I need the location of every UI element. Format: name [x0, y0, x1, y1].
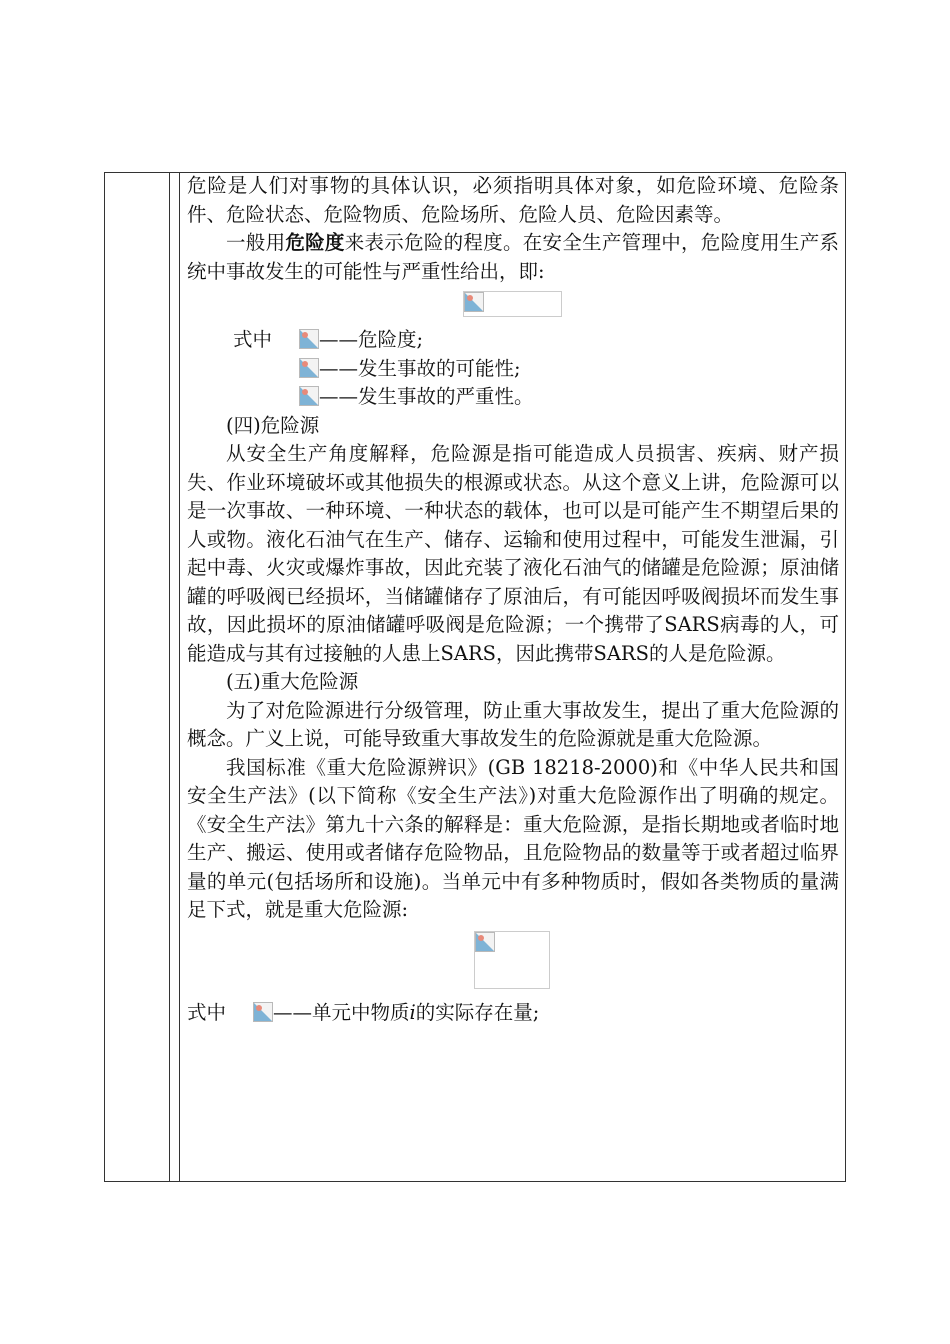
paragraph-major-hazard-concept: 为了对危险源进行分级管理，防止重大事故发生，提出了重大危险源的概念。广义上说，可能导致重大事故发生的危险源就是重大危险源。 — [187, 698, 839, 750]
equation-row — [187, 925, 839, 999]
broken-image-icon — [475, 932, 495, 952]
section-heading-5: (五)重大危险源 — [226, 670, 359, 693]
broken-image-icon — [299, 329, 319, 349]
broken-image-icon — [464, 292, 484, 312]
text-fragment: 来表示危险的程度。在安全生产管理中，危险度用生产系统中事故发生的可能性与严重性给出，即: — [187, 231, 839, 283]
table-content-cell — [187, 172, 839, 1027]
paragraph-danger-degree — [187, 229, 839, 286]
paragraph-major-hazard-standard: 我国标准《重大危险源辨识》(GB 18218-2000)和《中华人民共和国安全生产法》(以下简称《安全生产法》)对重大危险源作出了明确的规定。《安全生产法》第九十六条的解释是：重大危险源，是指长期地或者临时地生产、搬运、使用或者储存危险物品，且危险物品的数量等于或者超过临界量的单元(包括场所和设施)。当单元中有多种物质时，假如各类物质的量满足下式，就是重大危险源: — [187, 755, 839, 921]
variable-symbol: i — [409, 1000, 416, 1024]
equation-row — [187, 286, 839, 326]
definition-line — [187, 999, 839, 1028]
broken-image-icon — [299, 358, 319, 378]
definition-label: 式中 — [187, 1000, 227, 1024]
equation-image — [474, 931, 550, 989]
definition-line — [187, 326, 839, 355]
paragraph-hazard-source: 从安全生产角度解释，危险源是指可能造成人员损害、疾病、财产损失、作业环境破坏或其他损失的根源或状态。从这个意义上讲，危险源可以是一次事故、一种环境、一种状态的载体，也可以是可能产生不期望后果的人或物。液化石油气在生产、储存、运输和使用过程中，可能发生泄漏，引起中毒、火灾或爆炸事故，因此充装了液化石油气的储罐是危险源；原油储罐的呼吸阀已经损坏，当储罐储存了原油后，有可能因呼吸阀损坏而发生事故，因此损坏的原油储罐呼吸阀是危险源；一个携带了SARS病毒的人，可能造成与其有过接触的人患上SARS，因此携带SARS的人是危险源。 — [187, 442, 839, 665]
broken-image-icon — [299, 386, 319, 406]
paragraph-danger-definition: 危险是人们对事物的具体认识，必须指明具体对象，如危险环境、危险条件、危险状态、危险物质、危险场所、危险人员、危险因素等。 — [187, 174, 839, 226]
definition-label: 式中 — [233, 328, 273, 351]
definition-text: ——发生事故的可能性; — [319, 356, 521, 380]
broken-image-icon — [253, 1002, 273, 1022]
definition-text: 的实际存在量; — [415, 1000, 540, 1024]
column-divider — [169, 173, 170, 1181]
definition-line — [187, 355, 839, 384]
column-divider — [179, 173, 180, 1181]
definition-text: ——危险度; — [319, 328, 424, 351]
bold-term: 危险度 — [285, 231, 345, 254]
equation-image — [463, 291, 562, 317]
definition-text: ——发生事故的严重性。 — [319, 385, 534, 408]
text-fragment: 一般用 — [226, 231, 286, 254]
section-heading-4: (四)危险源 — [226, 413, 320, 437]
definition-line — [187, 383, 839, 412]
definition-text: ——单元中物质 — [273, 1000, 410, 1024]
